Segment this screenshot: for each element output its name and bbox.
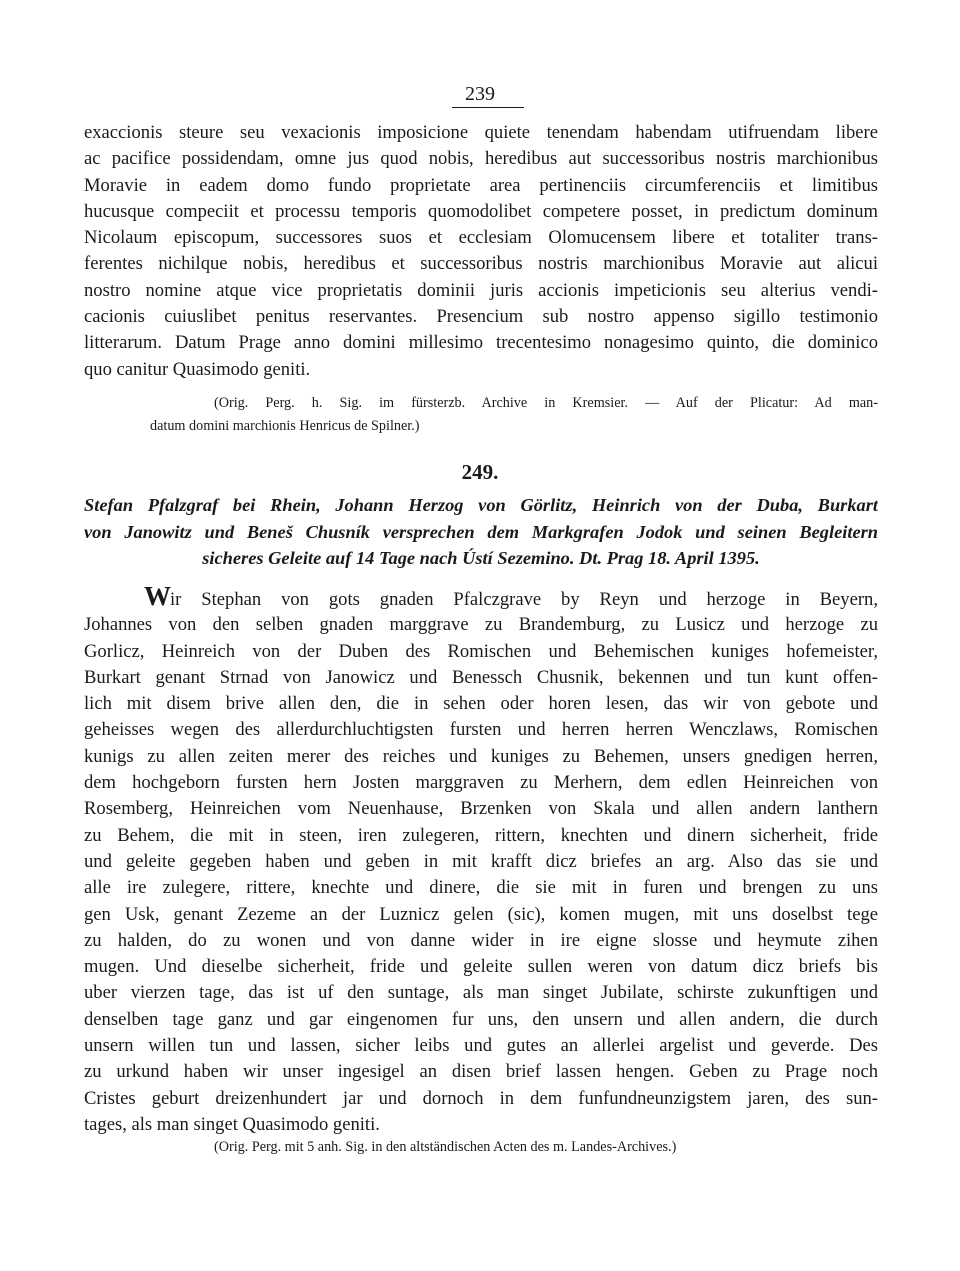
document-number: 249. <box>461 460 499 484</box>
regest-line: von Janowitz und Beneš Chusník versprechen dem Markgrafen Jodok und seinen Begleitern <box>84 521 878 542</box>
text-line: exaccionis steure seu vexacionis imposicione quiete tenendam habendam utifruendam libere <box>84 122 878 143</box>
text-line: cacionis cuiuslibet penitus reservantes. Presencium sub nostro appenso sigillo testimonio <box>84 306 878 328</box>
page-number: 239 <box>465 83 495 105</box>
text-line: Nicolaum episcopum, successores suos et ecclesiam Olomucensem libere et totaliter trans- <box>84 227 878 249</box>
text-line: Cristes geburt dreizenhundert jar und dornoch in dem funfundneunzigstem jaren, des sun- <box>84 1087 878 1109</box>
text-line: Burkart genant Strnad von Janowicz und Benessch Chusnik, bekennen und tun kunt offen- <box>84 666 878 688</box>
text-line: geheisses wegen des allerdurchluchtigsten fursten und herren herren Wenczlaws, Romischen <box>84 719 878 741</box>
text-line: quo canitur Quasimodo geniti. <box>84 358 311 380</box>
page-number-rule <box>452 107 524 108</box>
text-line: zu halden, do zu wonen und von danne wider in ire eigne slosse und heymute zihen <box>84 929 878 951</box>
first-line-text: ir Stephan von gots gnaden Pfalczgrave by Reyn und herzoge in Beyern, <box>170 589 878 610</box>
text-line: ferentes nichilque nobis, heredibus et successoribus nostris marchionibus Moravie aut alicui <box>84 253 878 275</box>
text-line: Johannes von den selben gnaden marggrave zu Brandemburg, zu Lusicz und herzoge zu <box>84 614 878 636</box>
text-line: nostro nomine atque vice proprietatis dominii juris accionis impeticionis seu alterius vendi- <box>84 279 878 301</box>
text-line: zu Behem, die mit in steen, iren zulegeren, rittern, knechten und dinern sicherheit, fride <box>84 824 878 846</box>
text-line: Rosemberg, Heinreichen vom Neuenhause, Brzenken von Skala und allen andern lanthern <box>84 798 878 820</box>
text-line: kunigs zu allen zeiten merer des reiches und kuniges zu Behemen, unsers gnedigen herren, <box>84 745 878 767</box>
text-line: litterarum. Datum Prage anno domini millesimo trecentesimo nonagesimo quinto, die dominico <box>84 332 878 354</box>
note-line: datum domini marchionis Henricus de Spilner.) <box>150 418 420 434</box>
initial-letter: W <box>144 586 170 611</box>
text-line: und geleite gegeben haben und geben in mit krafft dicz briefes an arg. Also das sie und <box>84 850 878 872</box>
text-line: unsern willen tun und lassen, sicher leibs und gutes an allerlei argelist und geverde. Des <box>84 1035 878 1057</box>
text-line: lich mit disem brive allen den, die in sehen oder horen lesen, das wir von gebote und <box>84 693 878 715</box>
text-line: gen Usk, genant Zezeme an der Luznicz gelen (sic), komen mugen, mit uns doselbst tege <box>84 903 878 925</box>
source-note-a <box>150 392 878 438</box>
text-line: hucusque compeciit et processu temporis quomodolibet competere posset, in predictum dominum <box>84 200 878 222</box>
text-block-continuation <box>84 120 878 383</box>
text-line: ac pacifice possidendam, omne jus quod nobis, heredibus aut successoribus nostris marchionibus <box>84 148 878 170</box>
text-line: zu urkund haben wir unser ingesigel an disen brief lassen hengen. Geben zu Prage noch <box>84 1061 878 1083</box>
text-line: Gorlicz, Heinreich von der Duben des Romischen und Behemischen kuniges hofemeister, <box>84 640 878 662</box>
note-line: (Orig. Perg. h. Sig. im fürsterzb. Archive in Kremsier. — Auf der Plicatur: Ad man- <box>214 395 878 411</box>
text-line: Moravie in eadem domo fundo proprietate area pertinenciis circumferenciis et limitibus <box>84 174 878 196</box>
text-line: tages, als man singet Quasimodo geniti. <box>84 1113 380 1135</box>
text-line: denselben tage ganz und gar eingenomen fur uns, den unsern und allen andern, die durch <box>84 1008 878 1030</box>
regest-line: sicheres Geleite auf 14 Tage nach Ústí Sezemino. Dt. Prag 18. April 1395. <box>202 548 760 569</box>
source-note-b <box>214 1136 878 1159</box>
text-line: dem hochgeborn fursten hern Josten marggraven zu Merhern, dem edlen Heinreichen von <box>84 772 878 794</box>
regest-line: Stefan Pfalzgraf bei Rhein, Johann Herzog von Görlitz, Heinrich von der Duba, Burkart <box>84 495 878 515</box>
note-line: (Orig. Perg. mit 5 anh. Sig. in den altständischen Acten des m. Landes-Archives.) <box>214 1139 677 1155</box>
text-line: uber vierzen tage, das ist uf den suntage, als man singet Jubilate, schirste zukunftigen und <box>84 982 878 1004</box>
text-line-first <box>84 586 878 612</box>
text-line: mugen. Und dieselbe sicherheit, fride und geleite sullen weren von datum dicz briefs bis <box>84 956 878 978</box>
text-block-charter <box>84 586 878 1138</box>
regest-summary <box>84 492 878 572</box>
text-line: alle ire zulegere, rittere, knechte und dinere, die sie mit in furen und brengen zu uns <box>84 877 878 899</box>
